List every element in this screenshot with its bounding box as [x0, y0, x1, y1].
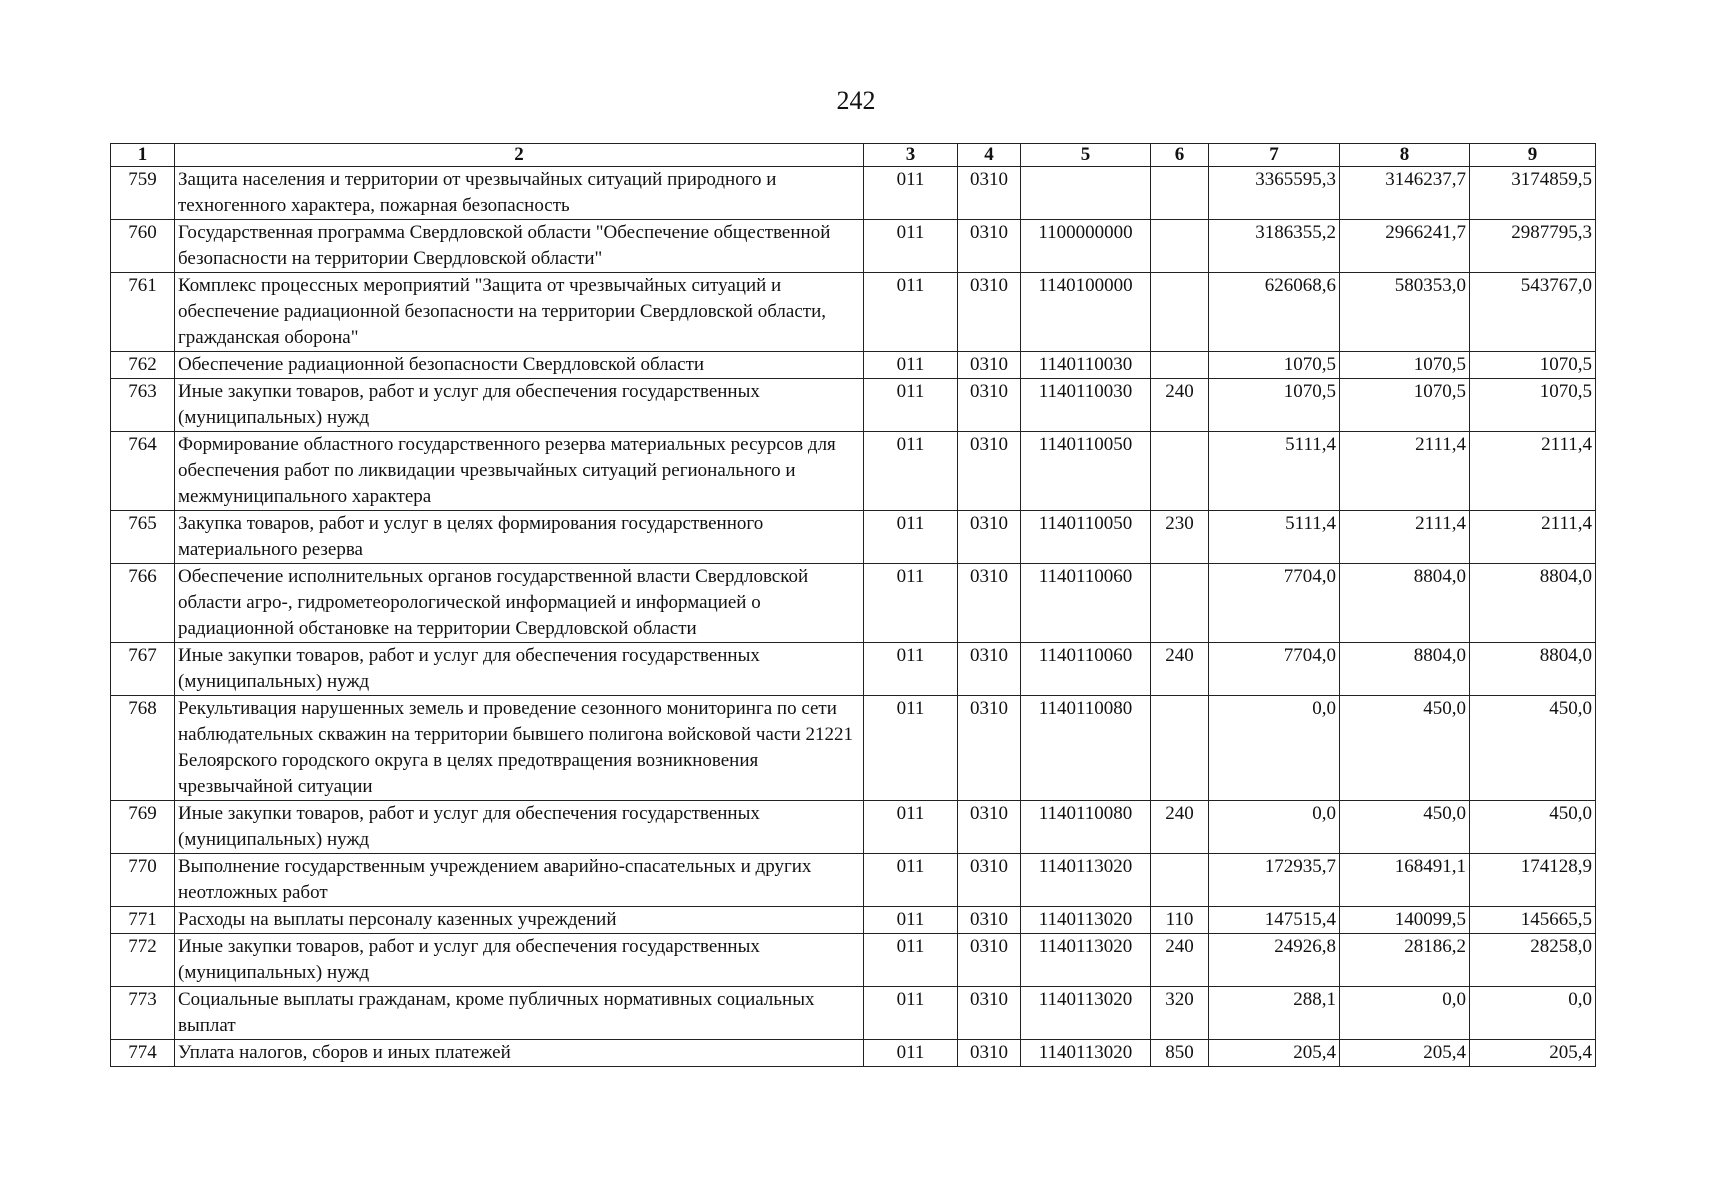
- expense-type-code: 230: [1151, 511, 1209, 564]
- table-row: [111, 432, 1596, 511]
- amount-year-3: 3174859,5: [1470, 167, 1596, 220]
- target-article-code: 1140113020: [1021, 907, 1151, 934]
- row-description: Выполнение государственным учреждением аварийно-спасательных и других неотложных работ: [175, 854, 864, 907]
- table-row: [111, 696, 1596, 801]
- section-code: 0310: [958, 220, 1021, 273]
- row-number: 768: [111, 696, 175, 801]
- amount-year-2: 8804,0: [1340, 643, 1470, 696]
- table-row: [111, 987, 1596, 1040]
- amount-year-3: 1070,5: [1470, 379, 1596, 432]
- row-number: 773: [111, 987, 175, 1040]
- table-row: [111, 854, 1596, 907]
- column-header: 9: [1470, 144, 1596, 167]
- table-row: [111, 511, 1596, 564]
- column-header: 1: [111, 144, 175, 167]
- amount-year-3: 450,0: [1470, 801, 1596, 854]
- target-article-code: 1140110050: [1021, 432, 1151, 511]
- amount-year-2: 1070,5: [1340, 352, 1470, 379]
- expense-type-code: [1151, 696, 1209, 801]
- table-row: [111, 379, 1596, 432]
- ministry-code: 011: [864, 379, 958, 432]
- row-number: 769: [111, 801, 175, 854]
- section-code: 0310: [958, 801, 1021, 854]
- target-article-code: 1100000000: [1021, 220, 1151, 273]
- expense-type-code: 320: [1151, 987, 1209, 1040]
- target-article-code: 1140113020: [1021, 1040, 1151, 1067]
- ministry-code: 011: [864, 696, 958, 801]
- amount-year-1: 24926,8: [1209, 934, 1340, 987]
- expense-type-code: [1151, 352, 1209, 379]
- ministry-code: 011: [864, 352, 958, 379]
- amount-year-3: 2111,4: [1470, 511, 1596, 564]
- row-description: Уплата налогов, сборов и иных платежей: [175, 1040, 864, 1067]
- target-article-code: 1140110060: [1021, 564, 1151, 643]
- target-article-code: 1140110080: [1021, 696, 1151, 801]
- section-code: 0310: [958, 643, 1021, 696]
- amount-year-1: 7704,0: [1209, 564, 1340, 643]
- section-code: 0310: [958, 511, 1021, 564]
- section-code: 0310: [958, 1040, 1021, 1067]
- ministry-code: 011: [864, 934, 958, 987]
- ministry-code: 011: [864, 167, 958, 220]
- row-description: Иные закупки товаров, работ и услуг для обеспечения государственных (муниципальных) нужд: [175, 643, 864, 696]
- target-article-code: 1140110060: [1021, 643, 1151, 696]
- row-description: Социальные выплаты гражданам, кроме публичных нормативных социальных выплат: [175, 987, 864, 1040]
- amount-year-3: 2111,4: [1470, 432, 1596, 511]
- row-description: Иные закупки товаров, работ и услуг для обеспечения государственных (муниципальных) нужд: [175, 379, 864, 432]
- ministry-code: 011: [864, 1040, 958, 1067]
- row-description: Иные закупки товаров, работ и услуг для обеспечения государственных (муниципальных) нужд: [175, 801, 864, 854]
- section-code: 0310: [958, 564, 1021, 643]
- target-article-code: 1140100000: [1021, 273, 1151, 352]
- section-code: 0310: [958, 379, 1021, 432]
- column-header: 7: [1209, 144, 1340, 167]
- section-code: 0310: [958, 352, 1021, 379]
- amount-year-2: 450,0: [1340, 801, 1470, 854]
- amount-year-1: 5111,4: [1209, 432, 1340, 511]
- row-description: Обеспечение исполнительных органов государственной власти Свердловской области агро-, гидрометеорологической информацией и информацией о радиационной обстановке на территории Свердловской области: [175, 564, 864, 643]
- table-row: [111, 907, 1596, 934]
- expense-type-code: [1151, 854, 1209, 907]
- row-number: 766: [111, 564, 175, 643]
- table-row: [111, 801, 1596, 854]
- amount-year-1: 0,0: [1209, 696, 1340, 801]
- ministry-code: 011: [864, 801, 958, 854]
- amount-year-2: 3146237,7: [1340, 167, 1470, 220]
- ministry-code: 011: [864, 643, 958, 696]
- amount-year-3: 8804,0: [1470, 643, 1596, 696]
- amount-year-1: 1070,5: [1209, 352, 1340, 379]
- expense-type-code: 240: [1151, 643, 1209, 696]
- ministry-code: 011: [864, 220, 958, 273]
- target-article-code: 1140110030: [1021, 352, 1151, 379]
- row-number: 759: [111, 167, 175, 220]
- expense-type-code: 110: [1151, 907, 1209, 934]
- column-number-header-row: [111, 144, 1596, 167]
- target-article-code: 1140110080: [1021, 801, 1151, 854]
- amount-year-2: 2111,4: [1340, 511, 1470, 564]
- table-row: [111, 564, 1596, 643]
- expense-type-code: 240: [1151, 934, 1209, 987]
- amount-year-2: 2966241,7: [1340, 220, 1470, 273]
- expense-type-code: [1151, 564, 1209, 643]
- column-header: 5: [1021, 144, 1151, 167]
- section-code: 0310: [958, 167, 1021, 220]
- amount-year-2: 28186,2: [1340, 934, 1470, 987]
- amount-year-2: 8804,0: [1340, 564, 1470, 643]
- amount-year-1: 3365595,3: [1209, 167, 1340, 220]
- section-code: 0310: [958, 432, 1021, 511]
- budget-table: [110, 143, 1596, 1067]
- row-description: Иные закупки товаров, работ и услуг для обеспечения государственных (муниципальных) нужд: [175, 934, 864, 987]
- row-description: Формирование областного государственного резерва материальных ресурсов для обеспечения работ по ликвидации чрезвычайных ситуаций регионального и межмуниципального характера: [175, 432, 864, 511]
- section-code: 0310: [958, 907, 1021, 934]
- row-number: 761: [111, 273, 175, 352]
- amount-year-2: 205,4: [1340, 1040, 1470, 1067]
- amount-year-3: 450,0: [1470, 696, 1596, 801]
- amount-year-3: 28258,0: [1470, 934, 1596, 987]
- expense-type-code: 240: [1151, 801, 1209, 854]
- amount-year-1: 0,0: [1209, 801, 1340, 854]
- amount-year-2: 168491,1: [1340, 854, 1470, 907]
- row-number: 765: [111, 511, 175, 564]
- row-description: Расходы на выплаты персоналу казенных учреждений: [175, 907, 864, 934]
- section-code: 0310: [958, 696, 1021, 801]
- expense-type-code: [1151, 273, 1209, 352]
- amount-year-2: 1070,5: [1340, 379, 1470, 432]
- ministry-code: 011: [864, 273, 958, 352]
- row-number: 767: [111, 643, 175, 696]
- expense-type-code: [1151, 432, 1209, 511]
- table-row: [111, 167, 1596, 220]
- row-number: 774: [111, 1040, 175, 1067]
- row-number: 772: [111, 934, 175, 987]
- amount-year-3: 205,4: [1470, 1040, 1596, 1067]
- ministry-code: 011: [864, 564, 958, 643]
- row-number: 770: [111, 854, 175, 907]
- column-header: 8: [1340, 144, 1470, 167]
- amount-year-1: 1070,5: [1209, 379, 1340, 432]
- amount-year-1: 147515,4: [1209, 907, 1340, 934]
- ministry-code: 011: [864, 907, 958, 934]
- column-header: 2: [175, 144, 864, 167]
- amount-year-1: 626068,6: [1209, 273, 1340, 352]
- row-description: Рекультивация нарушенных земель и проведение сезонного мониторинга по сети наблюдательных скважин на территории бывшего полигона войсковой части 21221 Белоярского городского округа в целях предотвращения возникновения чрезвычайной ситуации: [175, 696, 864, 801]
- amount-year-3: 2987795,3: [1470, 220, 1596, 273]
- target-article-code: 1140113020: [1021, 934, 1151, 987]
- column-header: 4: [958, 144, 1021, 167]
- row-description: Защита населения и территории от чрезвычайных ситуаций природного и техногенного характера, пожарная безопасность: [175, 167, 864, 220]
- row-number: 764: [111, 432, 175, 511]
- expense-type-code: 240: [1151, 379, 1209, 432]
- table-row: [111, 934, 1596, 987]
- table-row: [111, 643, 1596, 696]
- amount-year-3: 145665,5: [1470, 907, 1596, 934]
- amount-year-1: 172935,7: [1209, 854, 1340, 907]
- amount-year-3: 0,0: [1470, 987, 1596, 1040]
- table-row: [111, 273, 1596, 352]
- table-row: [111, 1040, 1596, 1067]
- target-article-code: 1140110050: [1021, 511, 1151, 564]
- target-article-code: [1021, 167, 1151, 220]
- amount-year-2: 0,0: [1340, 987, 1470, 1040]
- amount-year-3: 174128,9: [1470, 854, 1596, 907]
- ministry-code: 011: [864, 511, 958, 564]
- row-number: 771: [111, 907, 175, 934]
- row-number: 762: [111, 352, 175, 379]
- table-body: [111, 167, 1596, 1067]
- row-description: Обеспечение радиационной безопасности Свердловской области: [175, 352, 864, 379]
- expense-type-code: [1151, 220, 1209, 273]
- table-row: [111, 220, 1596, 273]
- column-header: 3: [864, 144, 958, 167]
- column-header: 6: [1151, 144, 1209, 167]
- amount-year-2: 450,0: [1340, 696, 1470, 801]
- row-description: Закупка товаров, работ и услуг в целях формирования государственного материального резерва: [175, 511, 864, 564]
- section-code: 0310: [958, 934, 1021, 987]
- amount-year-2: 580353,0: [1340, 273, 1470, 352]
- row-number: 760: [111, 220, 175, 273]
- amount-year-1: 3186355,2: [1209, 220, 1340, 273]
- ministry-code: 011: [864, 987, 958, 1040]
- amount-year-3: 543767,0: [1470, 273, 1596, 352]
- expense-type-code: 850: [1151, 1040, 1209, 1067]
- row-description: Комплекс процессных мероприятий "Защита от чрезвычайных ситуаций и обеспечение радиационной безопасности на территории Свердловской области, гражданская оборона": [175, 273, 864, 352]
- amount-year-2: 2111,4: [1340, 432, 1470, 511]
- target-article-code: 1140113020: [1021, 987, 1151, 1040]
- expense-type-code: [1151, 167, 1209, 220]
- amount-year-3: 8804,0: [1470, 564, 1596, 643]
- amount-year-1: 7704,0: [1209, 643, 1340, 696]
- row-number: 763: [111, 379, 175, 432]
- page-number: 242: [836, 86, 876, 115]
- section-code: 0310: [958, 273, 1021, 352]
- amount-year-1: 5111,4: [1209, 511, 1340, 564]
- target-article-code: 1140110030: [1021, 379, 1151, 432]
- table-row: [111, 352, 1596, 379]
- amount-year-2: 140099,5: [1340, 907, 1470, 934]
- ministry-code: 011: [864, 854, 958, 907]
- amount-year-1: 288,1: [1209, 987, 1340, 1040]
- amount-year-3: 1070,5: [1470, 352, 1596, 379]
- ministry-code: 011: [864, 432, 958, 511]
- target-article-code: 1140113020: [1021, 854, 1151, 907]
- section-code: 0310: [958, 854, 1021, 907]
- amount-year-1: 205,4: [1209, 1040, 1340, 1067]
- row-description: Государственная программа Свердловской области "Обеспечение общественной безопасности на территории Свердловской области": [175, 220, 864, 273]
- section-code: 0310: [958, 987, 1021, 1040]
